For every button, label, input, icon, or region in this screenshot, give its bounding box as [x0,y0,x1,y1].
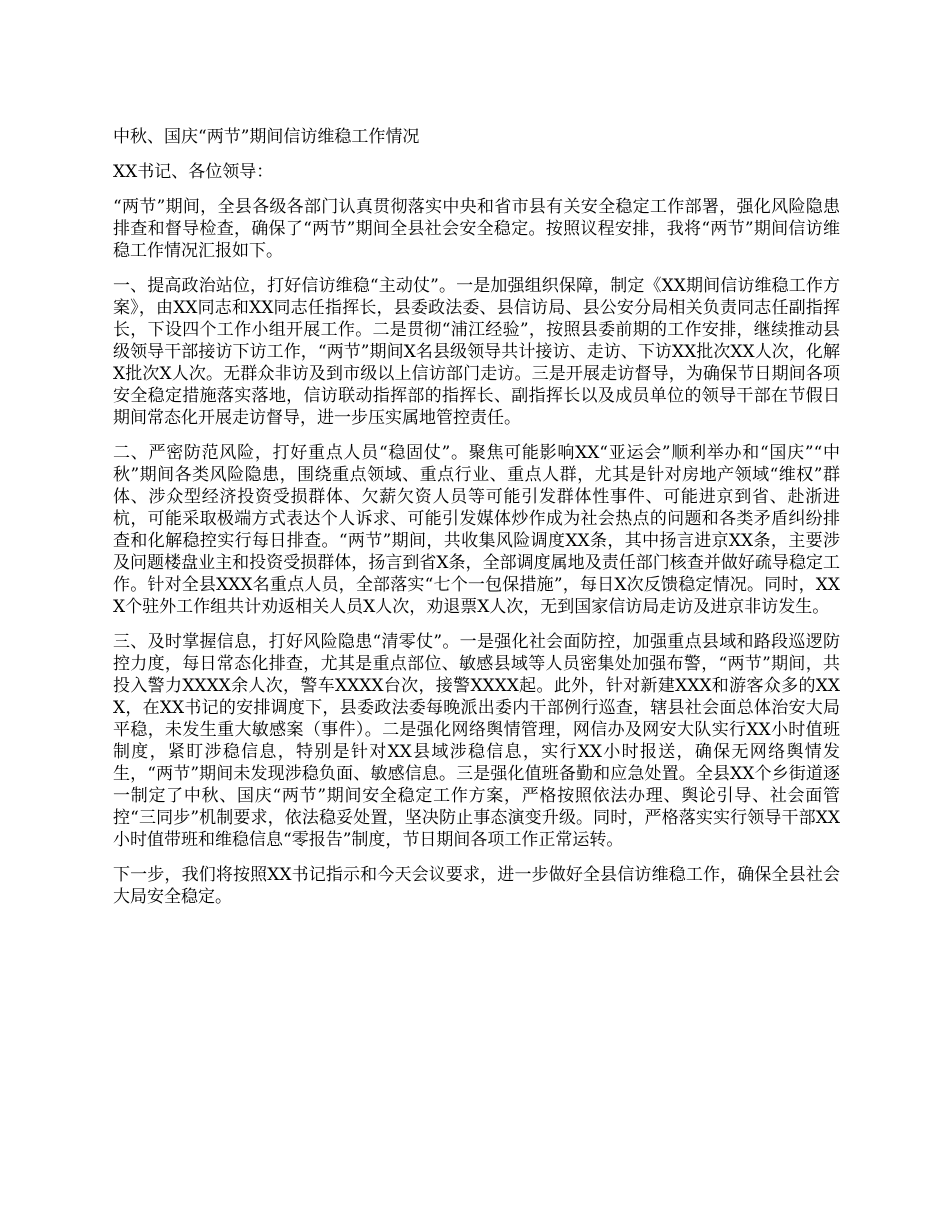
paragraph-intro: “两节”期间，全县各级各部门认真贯彻落实中央和省市县有关安全稳定工作部署，强化风险隐患排查和督导检查，确保了“两节”期间全县社会安全稳定。按照议程安排，我将“两节”期间信访维稳工作情况汇报如下。 [113,197,840,261]
paragraph-closing: 下一步，我们将按照XX书记指示和今天会议要求，进一步做好全县信访维稳工作，确保全县社会大局安全稳定。 [113,865,840,907]
document-title: 中秋、国庆“两节”期间信访维稳工作情况 [113,127,420,147]
paragraph-section-two: 二、严密防范风险，打好重点人员“稳固仗”。聚焦可能影响XX“亚运会”顺利举办和“国庆”“中秋”期间各类风险隐患，围绕重点领域、重点行业、重点人群，尤其是针对房地产领域“维权”群体、涉众型经济投资受损群体、欠薪欠资人员等可能引发群体性事件、可能进京到省、赴浙进杭，可能采取极端方式表达个人诉求、可能引发媒体炒作成为社会热点的问题和各类矛盾纠纷排查和化解稳控实行每日排查。“两节”期间，共收集风险调度XX条，其中扬言进京XX条，主要涉及问题楼盘业主和投资受损群体，扬言到省X条，全部调度属地及责任部门核查并做好疏导稳定工作。针对全县XXX名重点人员，全部落实“七个一包保措施”，每日X次反馈稳定情况。同时，XXX个驻外工作组共计劝返相关人员X人次，劝退票X人次，无到国家信访局走访及进京非访发生。 [113,443,840,617]
document-page [113,126,840,921]
paragraph-section-one: 一、提高政治站位，打好信访维稳“主动仗”。一是加强组织保障，制定《XX期间信访维稳工作方案》，由XX同志和XX同志任指挥长，县委政法委、县信访局、县公安分局相关负责同志任副指挥长，下设四个工作小组开展工作。二是贯彻“浦江经验”，按照县委前期的工作安排，继续推动县级领导干部接访下访工作，“两节”期间X名县级领导共计接访、走访、下访XX批次XX人次，化解X批次X人次。无群众非访及到市级以上信访部门走访。三是开展走访督导，为确保节日期间各项安全稳定措施落实落地，信访联动指挥部的指挥长、副指挥长以及成员单位的领导干部在节假日期间常态化开展走访督导，进一步压实属地管控责任。 [113,276,840,428]
salutation: XX书记、各位领导： [113,162,274,182]
paragraph-section-three: 三、及时掌握信息，打好风险隐患“清零仗”。一是强化社会面防控，加强重点县域和路段巡逻防控力度，每日常态化排查，尤其是重点部位、敏感县域等人员密集处加强布警，“两节”期间，共投入警力XXXX余人次，警车XXXX台次，接警XXXX起。此外，针对新建XXX和游客众多的XXX，在XX书记的安排调度下，县委政法委每晚派出委内干部例行巡查，辖县社会面总体治安大局平稳，未发生重大敏感案（事件）。二是强化网络舆情管理，网信办及网安大队实行XX小时值班制度，紧盯涉稳信息，特别是针对XX县域涉稳信息，实行XX小时报送，确保无网络舆情发生，“两节”期间未发现涉稳负面、敏感信息。三是强化值班备勤和应急处置。全县XX个乡街道逐一制定了中秋、国庆“两节”期间安全稳定工作方案，严格按照依法办理、舆论引导、社会面管控“三同步”机制要求，依法稳妥处置，坚决防止事态演变升级。同时，严格落实实行领导干部XX小时值带班和维稳信息“零报告”制度，节日期间各项工作正常运转。 [113,632,840,850]
